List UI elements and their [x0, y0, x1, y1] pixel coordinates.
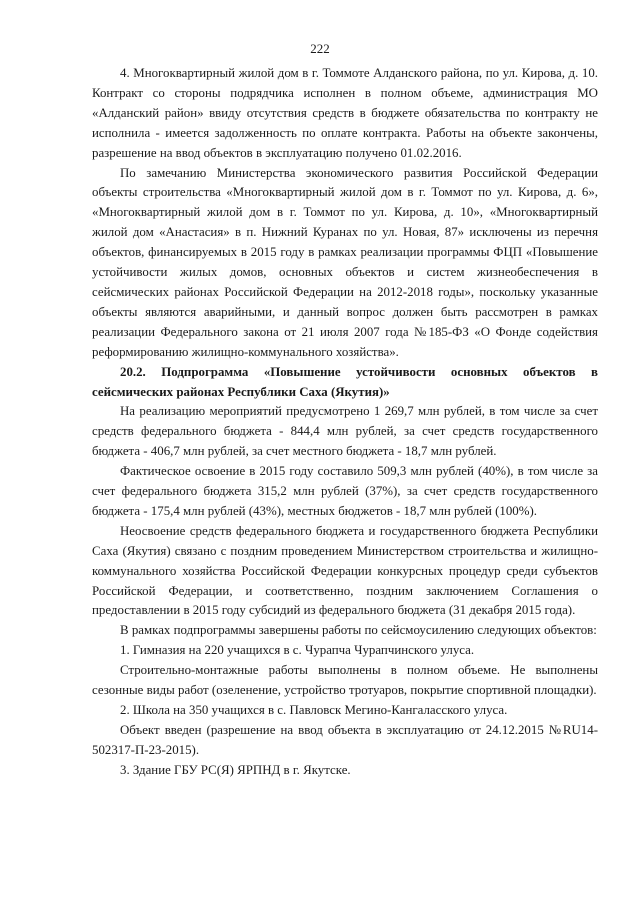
paragraph-funding-planned: На реализацию мероприятий предусмотрено 1 269,7 млн рублей, в том числе за счет средств федерального бюджета - 844,4 млн рублей, за счет средств государственного бюджета - 406,7 млн рублей, за счет местного бюджета - 18,7 млн рублей. [92, 404, 598, 459]
paragraph-gymnasium-status: Строительно-монтажные работы выполнены в полном объеме. Не выполнены сезонные виды работ (озеленение, устройство тротуаров, покрытие спортивной площадки). [92, 663, 598, 698]
paragraph-tommot-kirova-10: 4. Многоквартирный жилой дом в г. Томмоте Алданского района, по ул. Кирова, д. 10. Контракт со стороны подрядчика исполнен в полном объеме, администрация МО «Алданский район» ввиду отсутствия средств в бюджете обязательства по контракту не исполнила - имеется задолженность по оплате контракта. Работы на объекте закончены, разрешение на ввод объектов в эксплуатацию получено 01.02.2016. [92, 66, 598, 160]
paragraph-underspending-reason: Неосвоение средств федерального бюджета и государственного бюджета Республики Саха (Якутия) связано с поздним проведением Министерством строительства и жилищно-коммунального хозяйства Российской Федерации конкурсных процедур среди субъектов Российской Федерации, и соответственно, поздним заключением Соглашения о предоставлении в 2015 году субсидий из федерального бюджета (31 декабря 2015 года). [92, 523, 598, 618]
paragraph-school-commissioned: Объект введен (разрешение на ввод объекта в эксплуатацию от 24.12.2015 №RU14-502317-П-23-2015). [92, 722, 598, 757]
document-body [92, 64, 598, 781]
list-item-yarpnd-building: 3. Здание ГБУ РС(Я) ЯРПНД в г. Якутске. [120, 762, 351, 777]
paragraph-completed-works-intro: В рамках подпрограммы завершены работы по сейсмоусилению следующих объектов: [120, 623, 597, 638]
page-number: 222 [310, 41, 330, 56]
paragraph-ministry-remark: По замечанию Министерства экономического развития Российской Федерации объекты строительства «Многоквартирный жилой дом в г. Томмот по ул. Кирова, д. 6», «Многоквартирный жилой дом в г. Томмот по ул. Кирова, д. 10», «Многоквартирный жилой дом «Анастасия» в п. Нижний Куранах по ул. Новая, 87» исключены из перечня объектов, финансируемых в 2015 году в рамках реализации программы ФЦП «Повышение устойчивости жилых домов, основных объектов и систем жизнеобеспечения в сейсмических районах Российской Федерации на 2012-2018 годы», поскольку указанные объекты являются аварийными, и данный вопрос должен быть рассмотрен в рамках реализации Федерального закона от 21 июля 2007 года №185-ФЗ «О Фонде содействия реформированию жилищно-коммунального хозяйства». [92, 165, 598, 359]
list-item-gymnasium: 1. Гимназия на 220 учащихся в с. Чурапча Чурапчинского улуса. [120, 643, 475, 658]
section-heading-20-2: 20.2. Подпрограмма «Повышение устойчивости основных объектов в сейсмических районах Республики Саха (Якутия)» [92, 364, 598, 399]
paragraph-funding-actual: Фактическое освоение в 2015 году составило 509,3 млн рублей (40%), в том числе за счет федерального бюджета 315,2 млн рублей (37%), за счет средств государственного бюджета - 175,4 млн рублей (43%), местных бюджетов - 18,7 млн рублей (100%). [92, 464, 598, 518]
list-item-school-pavlovsk: 2. Школа на 350 учащихся в с. Павловск Мегино-Кангаласского улуса. [120, 703, 508, 717]
